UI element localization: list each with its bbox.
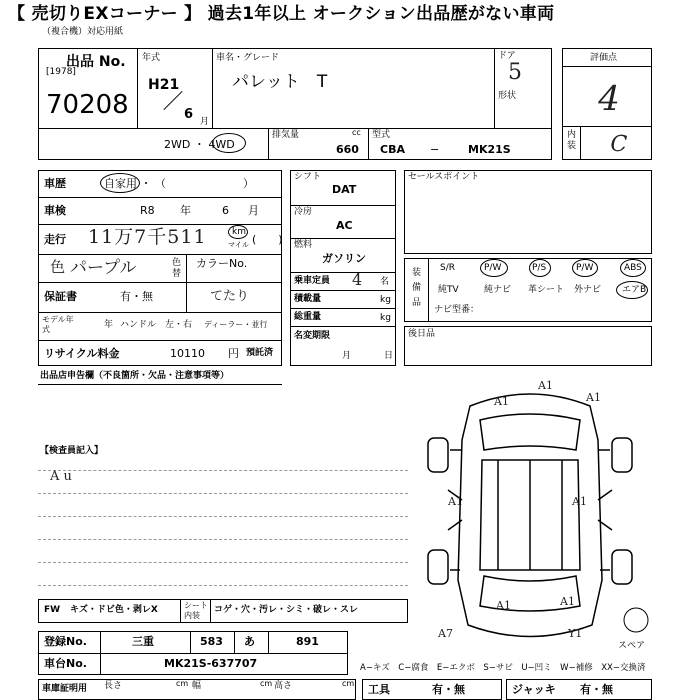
recycle-value: 10110 bbox=[170, 347, 205, 360]
sales-point-label: セールスポイント bbox=[408, 172, 480, 182]
warranty-value: 有・無 bbox=[120, 290, 153, 303]
equip-pw2: P/W bbox=[576, 263, 594, 273]
inspector-note: A u bbox=[50, 469, 72, 484]
diagram-mark-1: A1 bbox=[538, 379, 553, 392]
damage-legend: A−キズ C−腐食 E−エクボ S−サビ U−凹ミ W−補修 XX−交換済 bbox=[360, 663, 646, 673]
inspector-label: 【検査員記入】 bbox=[40, 446, 104, 456]
drive-value: 2WD ・ 4WD bbox=[164, 138, 235, 151]
equip-pw1: P/W bbox=[484, 263, 502, 273]
total-weight-label: 総重量 bbox=[294, 312, 322, 322]
form-subheader: （複合機）対応用紙 bbox=[42, 27, 124, 37]
garage-cert-label: 車庫証明用 bbox=[42, 684, 88, 694]
total-weight-unit: kg bbox=[380, 313, 391, 323]
equip-navi: 純ナビ bbox=[484, 285, 512, 295]
equip-sr: S/R bbox=[440, 263, 455, 273]
displacement-label: 排気量 bbox=[272, 130, 300, 140]
color-value: パープル bbox=[70, 258, 137, 278]
year-month: 6 bbox=[184, 107, 194, 122]
inspection-label: 車検 bbox=[44, 204, 66, 217]
model-year-handle: ハンドル 左・右 bbox=[120, 320, 193, 330]
equip-circle-4 bbox=[620, 259, 646, 277]
mileage-km-circle bbox=[228, 225, 248, 239]
aircon-label: 冷房 bbox=[294, 207, 313, 217]
diagram-mark-5: A1 bbox=[560, 595, 575, 608]
after-notes-box bbox=[404, 326, 652, 366]
mileage-paren: ( ) bbox=[252, 233, 283, 246]
doors-label: ドア bbox=[498, 51, 516, 61]
diagram-mark-9: A1 bbox=[494, 395, 509, 408]
model-code-value: MK21S bbox=[468, 143, 511, 156]
recycle-label: リサイクル料金 bbox=[44, 347, 120, 360]
model-grade-label: 車名・グレード bbox=[216, 53, 280, 63]
inspector-line-4 bbox=[38, 539, 408, 540]
lot-label: 出品 No. bbox=[66, 54, 126, 70]
capacity-value: 4 bbox=[352, 270, 363, 289]
equip-circle-5 bbox=[616, 281, 648, 299]
recycle-unit: 円 bbox=[228, 347, 239, 360]
car-damage-diagram bbox=[410, 380, 650, 660]
equip-airbag: エアB bbox=[622, 285, 647, 295]
chassis-label: 車台No. bbox=[44, 657, 87, 670]
shape-label: 形状 bbox=[498, 91, 517, 101]
diagram-mark-2: A1 bbox=[586, 391, 601, 404]
displacement-unit: cc bbox=[352, 128, 361, 137]
condition-seat-items: コゲ・穴・汚レ・シミ・破レ・スレ bbox=[214, 605, 359, 615]
diagram-mark-6: A1 bbox=[496, 599, 511, 612]
interior-label: 内装 bbox=[567, 130, 577, 151]
registration-pref: 三重 bbox=[132, 635, 154, 648]
seller-notes-underline bbox=[38, 384, 282, 385]
equipment-label: 装備品 bbox=[412, 268, 422, 308]
condition-fw-items: キズ・ドビ色・剥レX bbox=[70, 605, 158, 615]
displacement-value: 660 bbox=[336, 143, 359, 156]
model-year-year: 年 bbox=[104, 320, 114, 330]
warranty-note: てたり bbox=[210, 289, 250, 304]
score-exterior: 4 bbox=[593, 79, 624, 119]
equip-tv: 純TV bbox=[438, 285, 459, 295]
garage-cert-length: 長さ bbox=[104, 681, 123, 691]
garage-cert-width: 幅 bbox=[192, 681, 202, 691]
model-code-dash: − bbox=[430, 143, 440, 156]
equip-circle-3 bbox=[572, 259, 598, 277]
registration-label: 登録No. bbox=[44, 635, 87, 648]
name-change-day: 日 bbox=[384, 351, 394, 361]
condition-seat-label: シート内装 bbox=[184, 601, 208, 620]
equip-leather: 革シート bbox=[528, 285, 565, 295]
model-grade-value: パレット T bbox=[232, 72, 328, 92]
registration-class: 583 bbox=[200, 635, 223, 648]
seller-notes-label: 出品店申告欄（不良箇所・欠品・注意事項等） bbox=[40, 371, 230, 381]
mileage-unit-km: km bbox=[232, 227, 246, 237]
registration-number: 891 bbox=[296, 635, 319, 648]
inspection-month-unit: 月 bbox=[248, 204, 259, 217]
history-circle bbox=[100, 173, 140, 193]
warranty-label: 保証書 bbox=[44, 290, 77, 303]
jack-value: 有・無 bbox=[580, 683, 613, 696]
registration-kana: あ bbox=[244, 635, 255, 648]
equip-circle-2 bbox=[529, 259, 551, 277]
capacity-unit: 名 bbox=[380, 277, 390, 287]
diagram-mark-8: Y1 bbox=[568, 627, 583, 640]
diagram-mark-4: A1 bbox=[572, 495, 587, 508]
garage-cert-width-unit: cm bbox=[260, 679, 273, 688]
diagram-mark-7: A7 bbox=[438, 627, 453, 640]
color-no-label: カラーNo. bbox=[196, 257, 248, 270]
equip-circle-1 bbox=[480, 259, 508, 277]
inspector-line-1 bbox=[38, 470, 408, 471]
year-label: 年式 bbox=[142, 53, 161, 63]
history-value: 自家用 ・ （ ） bbox=[104, 177, 254, 190]
condition-fw-label: FW bbox=[44, 605, 61, 615]
capacity-label: 乗車定員 bbox=[294, 276, 331, 286]
equip-abs: ABS bbox=[624, 263, 642, 273]
garage-cert-length-unit: cm bbox=[176, 679, 189, 688]
equip-navi-model: ナビ型番： bbox=[434, 305, 480, 315]
tools-value: 有・無 bbox=[432, 683, 465, 696]
model-year-label: モデル年式 bbox=[42, 315, 74, 334]
lot-small-number: [1978] bbox=[46, 67, 76, 77]
load-label: 積載量 bbox=[294, 294, 322, 304]
equip-ps: P/S bbox=[532, 263, 547, 273]
inspector-line-2 bbox=[38, 493, 408, 494]
year-month-unit: 月 bbox=[200, 117, 210, 127]
lot-number: 70208 bbox=[46, 90, 129, 120]
inspector-line-3 bbox=[38, 516, 408, 517]
garage-cert-height: 高さ bbox=[274, 681, 293, 691]
garage-cert-height-unit: cm bbox=[342, 679, 355, 688]
sales-point-box bbox=[404, 170, 652, 254]
chassis-value: MK21S-637707 bbox=[164, 657, 258, 670]
jack-label: ジャッキ bbox=[512, 683, 556, 696]
year-era: H21 bbox=[148, 77, 180, 93]
mileage-unit-mile: マイル bbox=[228, 241, 249, 249]
recycle-deposit: 預託済 bbox=[246, 348, 274, 358]
tools-label: 工具 bbox=[368, 683, 390, 696]
shift-label: シフト bbox=[294, 172, 322, 182]
banner-title: 【 売切りEXコーナー 】 過去1年以上 オークション出品歴がない車両 bbox=[8, 4, 555, 24]
score-label: 評価点 bbox=[590, 53, 618, 63]
score-interior: C bbox=[607, 132, 630, 157]
after-notes-label: 後日品 bbox=[408, 329, 436, 339]
model-code-prefix: CBA bbox=[380, 143, 405, 156]
fuel-label: 燃料 bbox=[294, 240, 313, 250]
diagram-mark-3: A1 bbox=[448, 495, 463, 508]
aircon-value: AC bbox=[336, 219, 353, 232]
inspection-month: 6 bbox=[222, 204, 229, 217]
load-unit: kg bbox=[380, 295, 391, 305]
inspector-line-6 bbox=[38, 585, 408, 586]
inspection-year-unit: 年 bbox=[180, 204, 191, 217]
inspector-line-5 bbox=[38, 562, 408, 563]
drive-4wd-circle bbox=[212, 133, 246, 153]
name-change-label: 名変期限 bbox=[294, 331, 331, 341]
color-label: 色 bbox=[50, 258, 66, 276]
mileage-value: 11万7千511 bbox=[88, 226, 207, 248]
equip-ext-navi: 外ナビ bbox=[574, 285, 602, 295]
history-label: 車歴 bbox=[44, 177, 66, 190]
doors-value: 5 bbox=[508, 60, 522, 85]
mileage-label: 走行 bbox=[44, 233, 66, 246]
inspection-era: R8 bbox=[140, 204, 155, 217]
name-change-unit: 月 bbox=[342, 351, 352, 361]
model-code-label: 型式 bbox=[372, 130, 391, 140]
shift-value: DAT bbox=[332, 183, 357, 196]
diagram-spare-label: スペア bbox=[618, 641, 646, 651]
color-swap-label: 色替 bbox=[172, 258, 182, 279]
model-year-dealer: ディーラー・並行 bbox=[204, 320, 268, 329]
fuel-value: ガソリン bbox=[322, 252, 366, 265]
